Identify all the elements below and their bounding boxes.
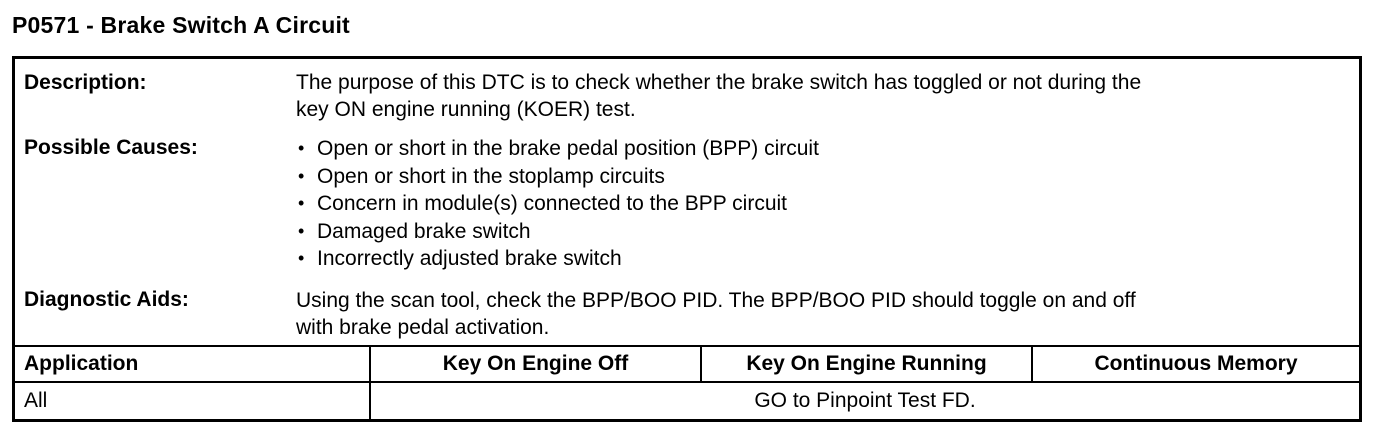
description-line-1: The purpose of this DTC is to check whether the brake switch has toggled or not during the: [296, 71, 1142, 94]
dtc-info-table: [12, 56, 1362, 422]
header-application: Application: [24, 352, 139, 375]
diagnostic-aids-label: Diagnostic Aids:: [24, 288, 189, 311]
cause-item: • Open or short in the brake pedal position (BPP) circuit: [296, 135, 1348, 163]
diagnostic-aids-text: [296, 287, 1348, 341]
row-action: GO to Pinpoint Test FD.: [754, 389, 976, 412]
description-text: [296, 69, 1348, 123]
cause-item: • Damaged brake switch: [296, 218, 1348, 246]
header-continuous-memory: Continuous Memory: [1094, 352, 1298, 375]
diagnostic-aids-line-1: Using the scan tool, check the BPP/BOO PID. The BPP/BOO PID should toggle on and off: [296, 289, 1136, 312]
possible-causes-label: Possible Causes:: [24, 136, 198, 159]
row-application: All: [24, 389, 48, 412]
description-label: Description:: [24, 71, 147, 94]
possible-causes-list: [296, 135, 1348, 273]
header-key-on-engine-off: Key On Engine Off: [442, 352, 629, 375]
page-title: P0571 - Brake Switch A Circuit: [12, 12, 350, 38]
cause-item: • Concern in module(s) connected to the BPP circuit: [296, 190, 1348, 218]
diagnostic-aids-line-2: with brake pedal activation.: [296, 316, 550, 339]
header-key-on-engine-running: Key On Engine Running: [746, 352, 987, 375]
cause-item: • Incorrectly adjusted brake switch: [296, 245, 1348, 273]
cause-item: • Open or short in the stoplamp circuits: [296, 163, 1348, 191]
description-line-2: key ON engine running (KOER) test.: [296, 98, 636, 121]
